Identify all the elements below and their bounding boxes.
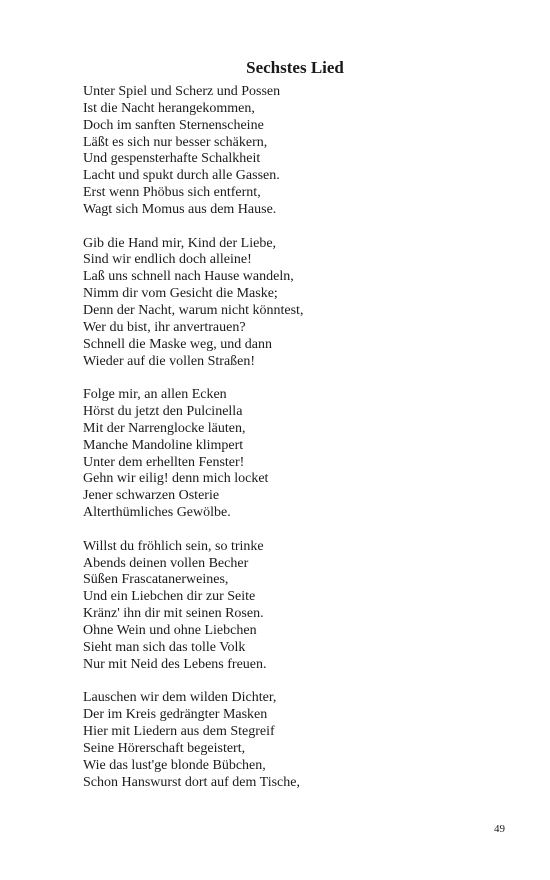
verse-line: Hörst du jetzt den Pulcinella — [83, 404, 243, 420]
verse-line: Wagt sich Momus aus dem Hause. — [83, 201, 277, 217]
verse-line: Nur mit Neid des Lebens freuen. — [83, 656, 267, 672]
verse-line: Abends deinen vollen Becher — [83, 555, 249, 571]
verse-line: Mit der Narrenglocke läuten, — [83, 420, 246, 436]
verse-line: Seine Hörerschaft begeistert, — [83, 740, 246, 756]
stanza-1 — [83, 84, 523, 219]
verse-line: Schon Hanswurst dort auf dem Tische, — [83, 774, 300, 790]
verse-line: Alterthümliches Gewölbe. — [83, 505, 231, 521]
verse-line: Wer du bist, ihr anvertrauen? — [83, 319, 246, 335]
verse-line: Lacht und spukt durch alle Gassen. — [83, 168, 280, 184]
verse-line: Doch im sanften Sternenscheine — [83, 117, 264, 133]
stanza-2 — [83, 236, 523, 371]
verse-line: Läßt es sich nur besser schäkern, — [83, 134, 268, 150]
verse-line: Kränz' ihn dir mit seinen Rosen. — [83, 606, 264, 622]
stanza-5 — [83, 690, 523, 791]
verse-line: Wieder auf die vollen Straßen! — [83, 353, 256, 369]
verse-line: Sind wir endlich doch alleine! — [83, 252, 252, 268]
poem-body — [83, 84, 523, 808]
verse-line: Erst wenn Phöbus sich entfernt, — [83, 185, 261, 201]
verse-line: Der im Kreis gedrängter Masken — [83, 707, 268, 723]
verse-line: Ist die Nacht herangekommen, — [83, 100, 255, 116]
verse-line: Wie das lust'ge blonde Bübchen, — [83, 757, 266, 773]
verse-line: Hier mit Liedern aus dem Stegreif — [83, 724, 275, 740]
verse-line: Lauschen wir dem wilden Dichter, — [83, 690, 277, 706]
verse-line: Gehn wir eilig! denn mich locket — [83, 471, 269, 487]
stanza-3 — [83, 387, 523, 522]
verse-line: Denn der Nacht, warum nicht könntest, — [83, 302, 304, 318]
page-number: 49 — [494, 823, 505, 835]
verse-line: Willst du fröhlich sein, so trinke — [83, 538, 264, 554]
verse-line: Nimm dir vom Gesicht die Maske; — [83, 286, 278, 302]
verse-line: Und gespensterhafte Schalkheit — [83, 151, 261, 167]
verse-line: Sieht man sich das tolle Volk — [83, 639, 246, 655]
verse-line: Unter Spiel und Scherz und Possen — [83, 84, 281, 99]
verse-line: Süßen Frascatanerweines, — [83, 572, 229, 588]
verse-line: Manche Mandoline klimpert — [83, 437, 244, 453]
verse-line: Unter dem erhellten Fenster! — [83, 454, 245, 470]
stanza-4 — [83, 539, 523, 674]
poem-title: Sechstes Lied — [246, 58, 344, 77]
verse-line: Jener schwarzen Osterie — [83, 488, 220, 504]
verse-line: Ohne Wein und ohne Liebchen — [83, 623, 257, 638]
verse-line: Schnell die Maske weg, und dann — [83, 336, 272, 352]
verse-line: Folge mir, an allen Ecken — [83, 387, 227, 403]
verse-line: Gib die Hand mir, Kind der Liebe, — [83, 235, 277, 251]
verse-line: Und ein Liebchen dir zur Seite — [83, 589, 256, 605]
verse-line: Laß uns schnell nach Hause wandeln, — [83, 269, 294, 285]
